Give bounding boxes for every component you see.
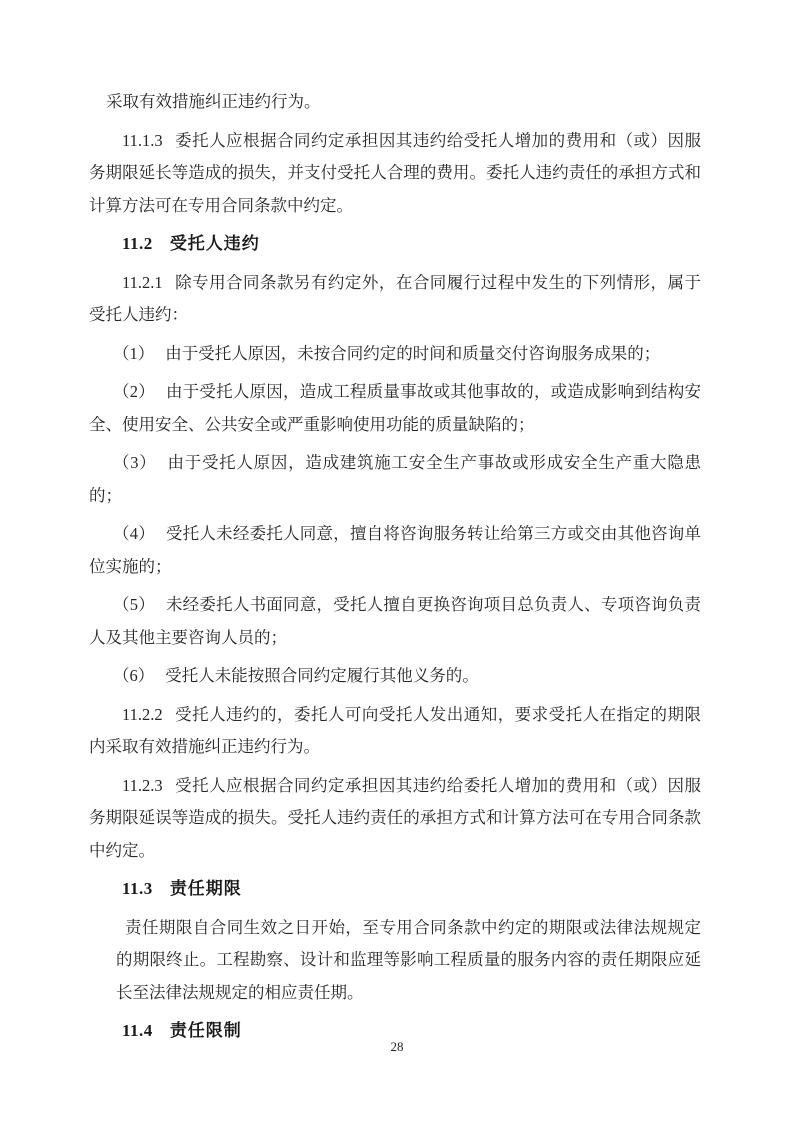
list-item-3 — [89, 447, 701, 512]
clause-11-1-2-continuation: 采取有效措施纠正违约行为。 — [106, 92, 321, 111]
list-item-number: （3） — [113, 453, 157, 472]
list-item-1 — [89, 338, 701, 371]
clause-11-1-3 — [89, 125, 701, 223]
heading-number: 11.4 — [122, 1021, 153, 1040]
clause-text: 受托人应根据合同约定承担因其违约给委托人增加的费用和（或）因服务期限延误等造成的损失。受托人违约责任的承担方式和计算方法可在专用合同条款中约定。 — [89, 775, 701, 860]
list-item-text: 未经委托人书面同意，受托人擅自更换咨询项目总负责人、专项咨询负责人及其他主要咨询人员的； — [89, 595, 702, 647]
list-item-text: 由于受托人原因，未按合同约定的时间和质量交付咨询服务成果的； — [165, 343, 661, 363]
heading-title: 受托人违约 — [169, 234, 260, 253]
clause-number: 11.2.2 — [122, 704, 163, 724]
heading-number: 11.2 — [122, 234, 153, 253]
list-item-text: 受托人未能按照合同约定履行其他义务的。 — [165, 666, 479, 685]
clause-number: 11.2.1 — [122, 272, 163, 292]
list-item-number: （6） — [113, 666, 155, 685]
heading-title: 责任限制 — [169, 1021, 242, 1040]
clause-11-2-1 — [89, 267, 701, 332]
list-item-number: （1） — [113, 343, 155, 363]
clause-number: 11.2.3 — [122, 775, 163, 795]
list-item-2 — [89, 376, 701, 441]
list-item-text: 由于受托人原因，造成建筑施工安全生产事故或形成安全生产重大隐患的； — [89, 453, 702, 505]
list-item-number: （4） — [113, 524, 155, 543]
list-item-text: 受托人未经委托人同意，擅自将咨询服务转让给第三方或交由其他咨询单位实施的； — [89, 524, 702, 576]
clause-text: 除专用合同条款另有约定外，在合同履行过程中发生的下列情形，属于受托人违约： — [89, 272, 701, 324]
clause-text: 受托人违约的，委托人可向受托人发出通知，要求受托人在指定的期限内采取有效措施纠正违约行为。 — [89, 704, 701, 756]
heading-title: 责任期限 — [169, 879, 242, 898]
list-item-5 — [89, 589, 701, 654]
clause-11-3-body: 责任期限自合同生效之日开始，至专用合同条款中约定的期限或法律法规规定的期限终止。工程勘察、设计和监理等影响工程质量的服务内容的责任期限应延长至法律法规规定的相应责任期。 — [116, 917, 701, 1002]
heading-11-3 — [122, 873, 701, 906]
page-number: 28 — [390, 1039, 404, 1054]
list-item-6 — [89, 660, 701, 693]
clause-11-2-3 — [89, 770, 701, 868]
clause-text: 委托人应根据合同约定承担因其违约给受托人增加的费用和（或）因服务期限延长等造成的损失，并支付受托人合理的费用。委托人违约责任的承担方式和计算方法可在专用合同条款中约定。 — [89, 130, 701, 215]
clause-11-2-2 — [89, 699, 701, 764]
heading-number: 11.3 — [122, 879, 153, 898]
heading-11-2 — [122, 228, 701, 261]
list-item-number: （5） — [113, 595, 155, 614]
clause-number: 11.1.3 — [122, 130, 163, 150]
list-item-text: 由于受托人原因，造成工程质量事故或其他事故的，或造成影响到结构安全、使用安全、公共安全或严重影响使用功能的质量缺陷的； — [89, 382, 702, 434]
document-body — [89, 86, 701, 1054]
list-item-4 — [89, 518, 701, 583]
list-item-number: （2） — [113, 382, 155, 401]
